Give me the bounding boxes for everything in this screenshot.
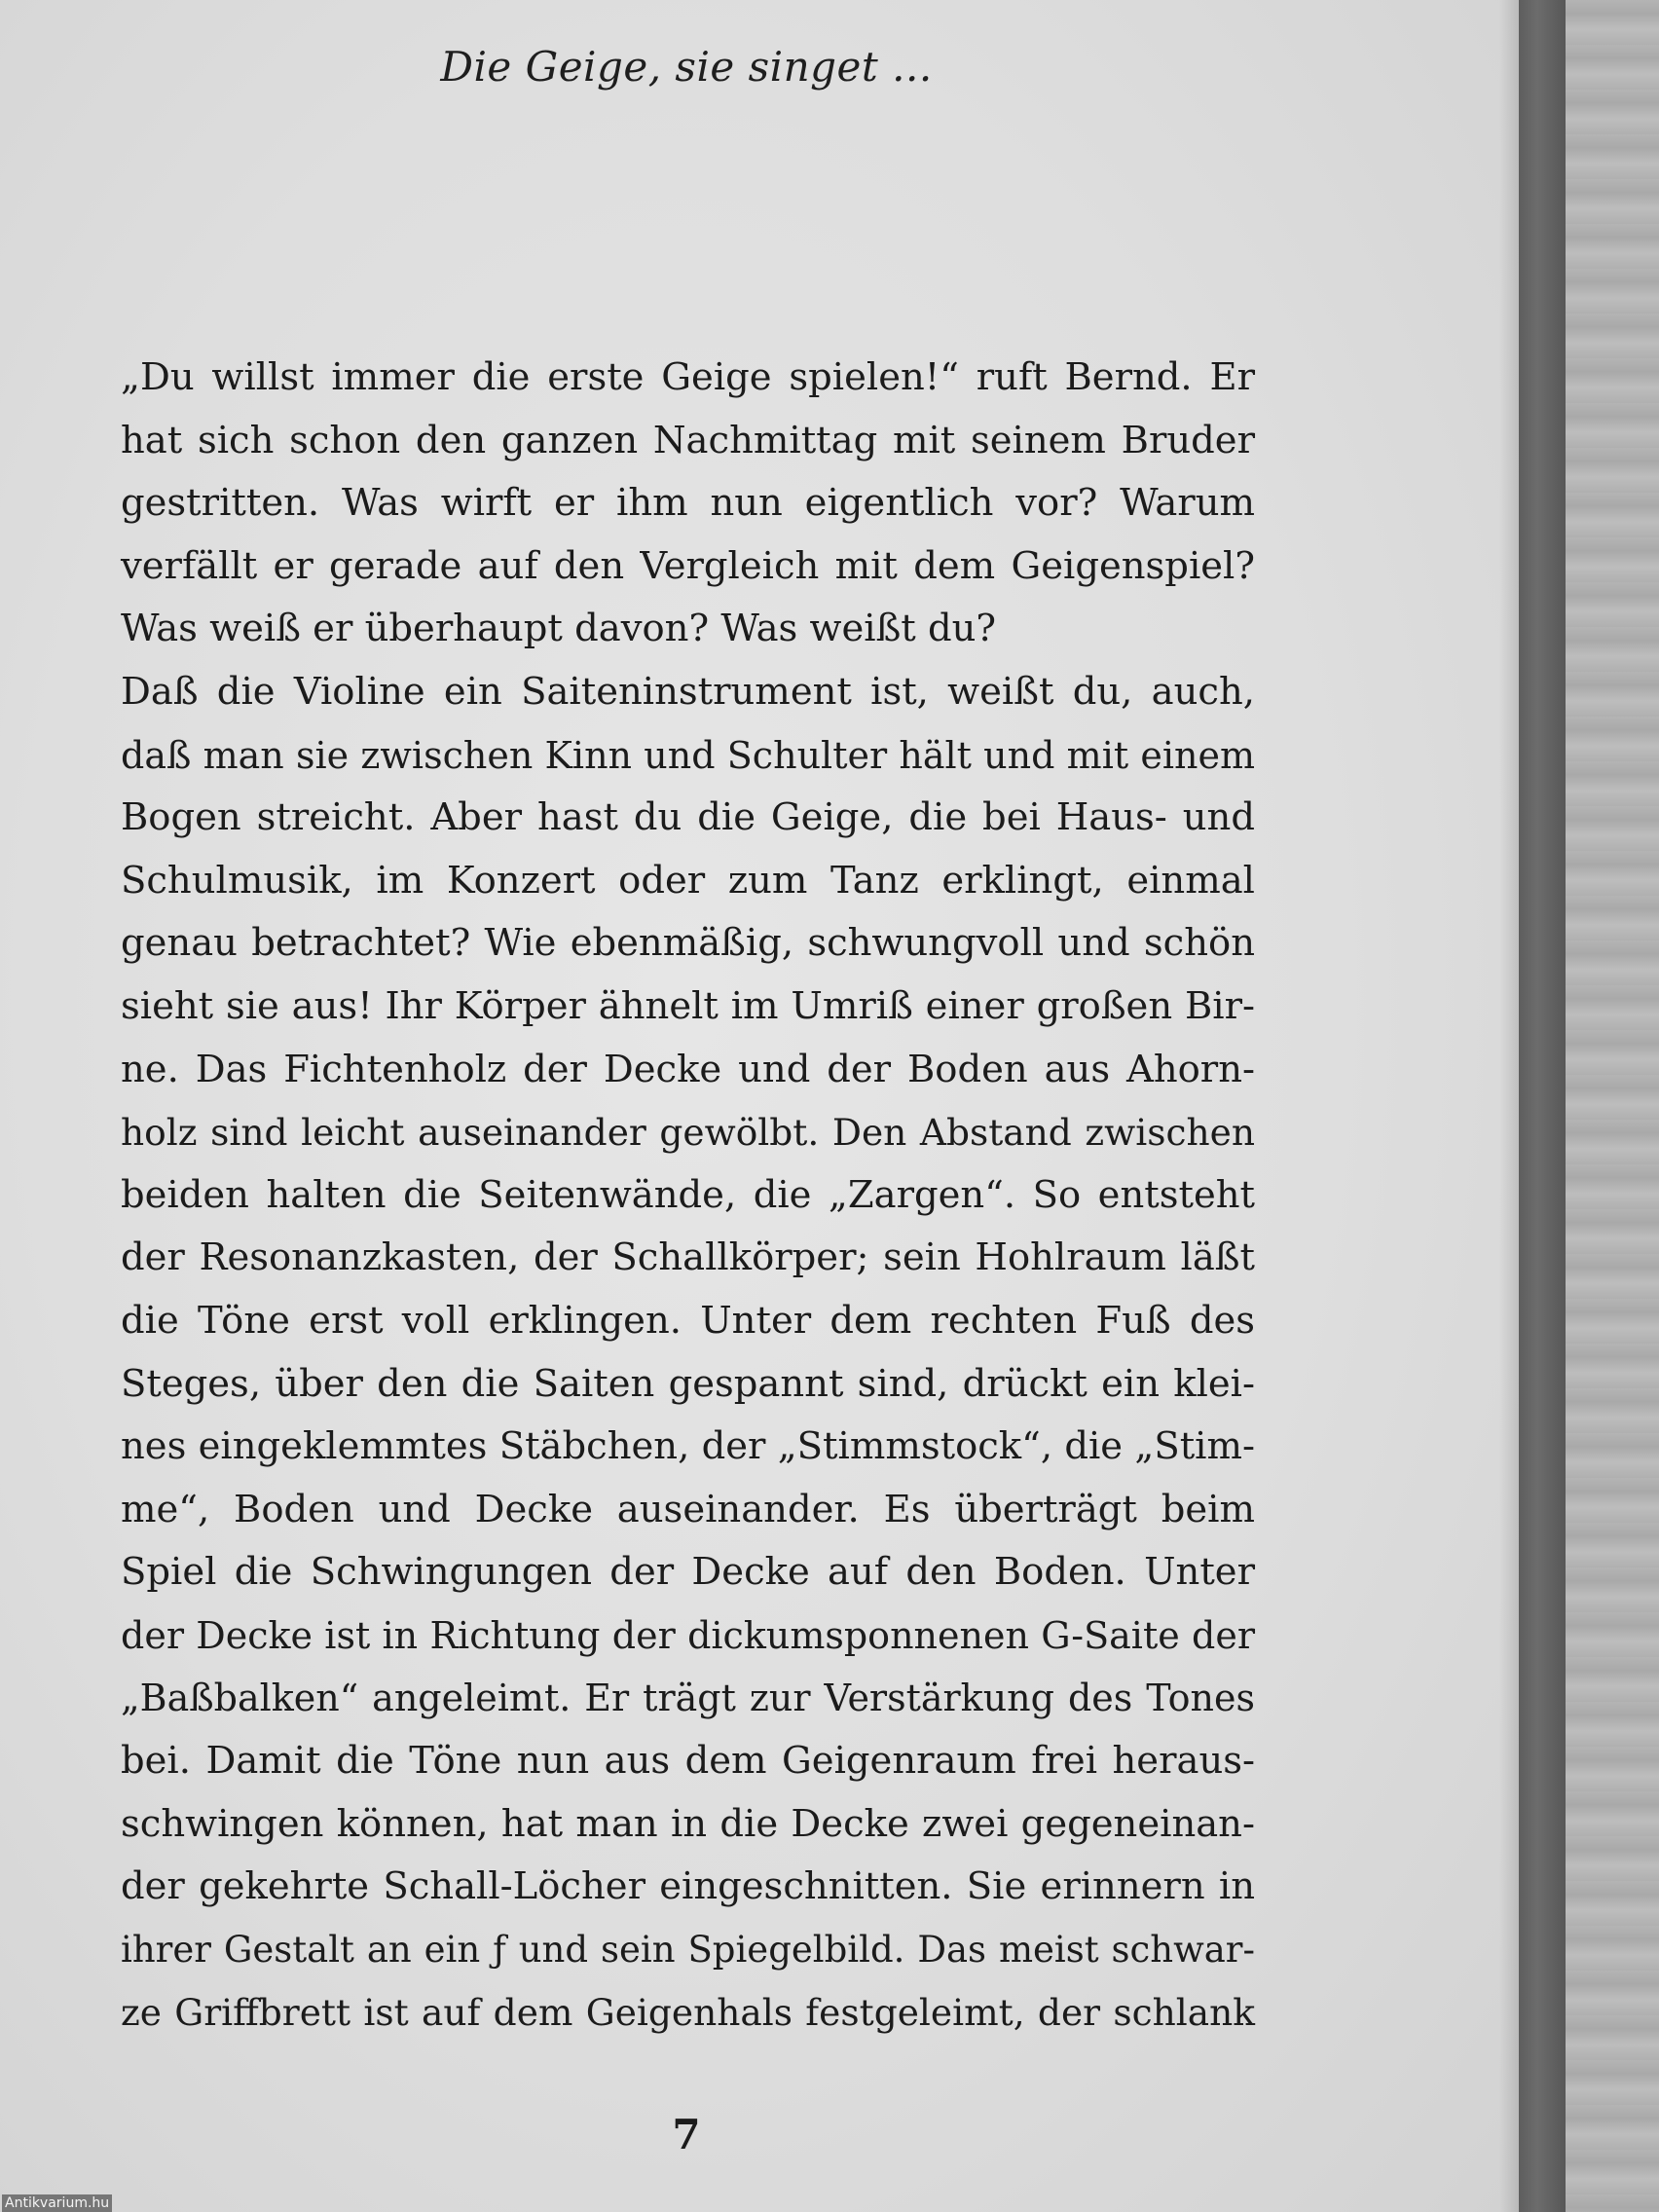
text-line: der gekehrte Schall-Löcher eingeschnitten. Sie erinnern in: [121, 1864, 1255, 1909]
text-line: genau betrachtet? Wie ebenmäßig, schwungvoll und schön: [121, 921, 1255, 966]
text-line: Daß die Violine ein Saiteninstrument ist, weißt du, auch,: [121, 669, 1255, 714]
text-line: nes eingeklemmtes Stäbchen, der „Stimmstock“, die „Stim-: [121, 1424, 1255, 1469]
text-line: hat sich schon den ganzen Nachmittag mit seinem Bruder: [121, 418, 1255, 462]
text-line: der Resonanzkasten, der Schallkörper; sein Hohlraum läßt: [121, 1235, 1255, 1280]
book-binding-edge: [1519, 0, 1566, 2212]
text-line: schwingen können, hat man in die Decke zwei gegeneinan-: [121, 1801, 1255, 1846]
text-line: me“, Boden und Decke auseinander. Es überträgt beim: [121, 1487, 1255, 1531]
running-head: Die Geige, sie singet ...: [440, 43, 933, 91]
text-line: der Decke ist in Richtung der dickumsponnenen G-Saite der: [121, 1613, 1255, 1657]
text-line: verfällt er gerade auf den Vergleich mit dem Geigenspiel?: [121, 543, 1255, 588]
text-line: holz sind leicht auseinander gewölbt. Den Abstand zwischen: [121, 1111, 1255, 1155]
text-line: beiden halten die Seitenwände, die „Zargen“. So entsteht: [121, 1172, 1255, 1217]
watermark: Antikvarium.hu: [2, 2194, 112, 2212]
text-line: Steges, über den die Saiten gespannt sind, drückt ein klei-: [121, 1361, 1255, 1406]
text-line: die Töne erst voll erklingen. Unter dem rechten Fuß des: [121, 1298, 1255, 1343]
text-line: sieht sie aus! Ihr Körper ähnelt im Umriß einer großen Bir-: [121, 983, 1255, 1028]
text-line: „Baßbalken“ angeleimt. Er trägt zur Verstärkung des Tones: [121, 1677, 1255, 1720]
text-line: ihrer Gestalt an ein ƒ und sein Spiegelbild. Das meist schwar-: [121, 1928, 1255, 1971]
text-line: Bogen streicht. Aber hast du die Geige, die bei Haus- und: [121, 795, 1255, 840]
text-line: „Du willst immer die erste Geige spielen!“ ruft Bernd. Er: [121, 355, 1255, 399]
background-surface: [1566, 0, 1659, 2212]
text-line: daß man sie zwischen Kinn und Schulter hält und mit einem: [121, 733, 1255, 777]
page-number: 7: [672, 2111, 701, 2158]
text-line: gestritten. Was wirft er ihm nun eigentlich vor? Warum: [121, 481, 1255, 526]
text-line: ze Griffbrett ist auf dem Geigenhals festgeleimt, der schlank: [121, 1991, 1255, 2035]
text-line: Was weiß er überhaupt davon? Was weißt du?: [121, 607, 997, 651]
text-line: bei. Damit die Töne nun aus dem Geigenraum frei heraus-: [121, 1739, 1255, 1784]
page-edge-shadow: [1499, 0, 1519, 2212]
body-text: [121, 347, 1255, 2045]
text-line: Schulmusik, im Konzert oder zum Tanz erklingt, einmal: [121, 858, 1255, 903]
text-line: Spiel die Schwingungen der Decke auf den Boden. Unter: [121, 1550, 1255, 1595]
text-line: ne. Das Fichtenholz der Decke und der Boden aus Ahorn-: [121, 1047, 1255, 1091]
